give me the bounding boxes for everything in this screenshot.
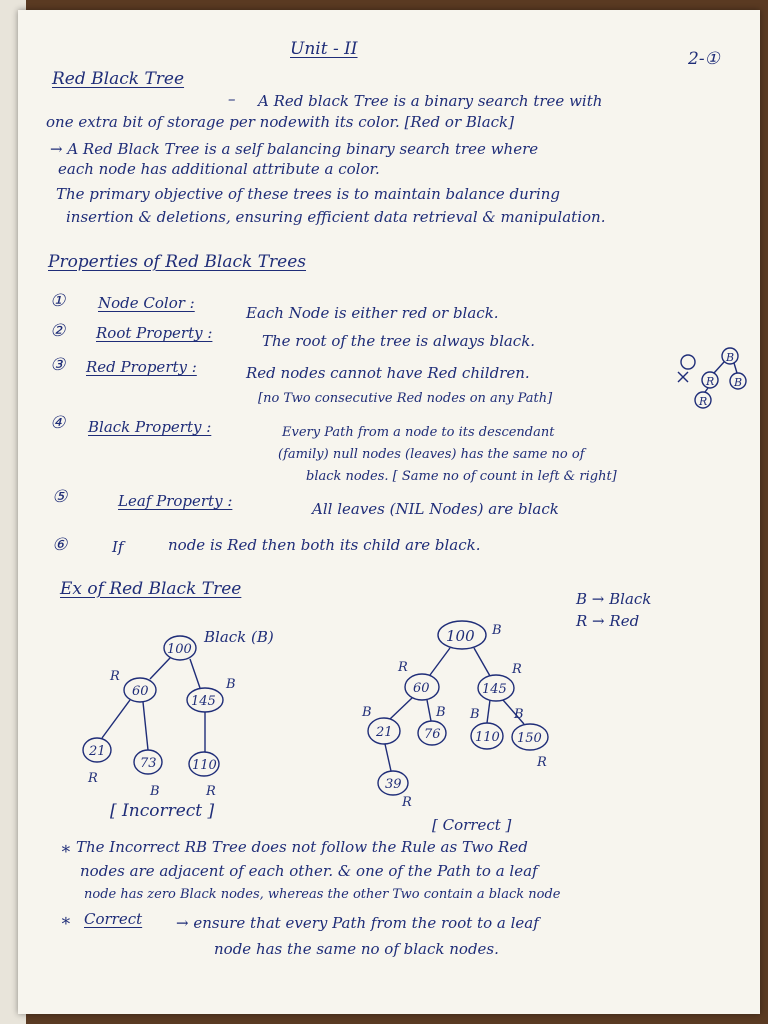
prop-6-text: node is Red then both its child are black. [168,536,481,554]
prop-6-number: ⑥ [52,535,68,555]
properties-heading: Properties of Red Black Trees [48,252,307,272]
inc-color-60: R [110,669,120,684]
cor-node-76: 76 [424,727,441,742]
cor-color-100: B [492,623,502,638]
prop-1-number: ① [50,291,66,311]
note-star-2: ∗ [60,911,72,931]
prop-1-text: Each Node is either red or black. [246,304,499,322]
inc-node-73: 73 [140,756,157,771]
inc-color-110: R [206,784,216,799]
note-line-5: node has the same no of black nodes. [214,940,499,958]
sketch-label-r1: R [706,375,715,388]
intro-line-4: each node has additional attribute a color. [58,160,380,178]
cor-node-39: 39 [385,777,402,792]
cor-node-100: 100 [446,627,475,645]
dash: – [228,90,236,108]
section-title-red-black-tree: Red Black Tree [52,69,185,89]
cor-color-39: R [402,795,412,810]
prop-4-text-3: black nodes. [ Same no of count in left & right] [306,469,617,484]
unit-title: Unit - II [290,39,358,59]
inc-node-60: 60 [132,684,149,699]
legend-black: B → Black [576,590,652,608]
sketch-label-b2: B [734,376,743,389]
prop-3-text-2: [no Two consecutive Red nodes on any Path] [258,391,553,406]
cor-node-150: 150 [517,731,542,746]
prop-5-name: Leaf Property : [118,492,233,510]
prop-6-name: If [112,538,124,556]
cor-color-76: B [436,705,446,720]
inc-node-100: 100 [167,642,192,657]
sketch-label-b1: B [726,351,735,364]
cor-node-145: 145 [482,682,507,697]
legend-red: R → Red [576,612,640,630]
note-correct-label: Correct [84,910,143,928]
note-star-1: ∗ [60,839,72,859]
note-line-3: node has zero Black nodes, whereas the other Two contain a black node [84,887,561,902]
intro-line-6: insertion & deletions, ensuring efficient data retrieval & manipulation. [66,208,606,226]
inc-color-73: B [150,784,160,799]
prop-2-number: ② [50,321,66,341]
prop-4-number: ④ [50,413,66,433]
cor-node-60: 60 [413,681,430,696]
prop-4-text-2: (family) null nodes (leaves) has the same no of [278,447,585,462]
prop-3-text: Red nodes cannot have Red children. [246,364,530,382]
prop-2-name: Root Property : [96,324,213,342]
cor-node-21: 21 [376,725,393,740]
prop-2-text: The root of the tree is always black. [262,332,536,350]
cor-color-110: B [470,707,480,722]
cor-node-110: 110 [475,730,500,745]
example-heading: Ex of Red Black Tree [60,579,242,599]
prop-4-text: Every Path from a node to its descendant [282,425,555,440]
correct-caption: [ Correct ] [432,816,512,834]
cor-color-21: B [362,705,372,720]
page-number: 2-① [688,49,720,69]
prop-3-number: ③ [50,355,66,375]
note-line-4: → ensure that every Path from the root to a leaf [176,914,539,932]
sketch-label-r2: R [699,395,708,408]
inc-node-145: 145 [191,694,216,709]
intro-line-3: → A Red Black Tree is a self balancing binary search tree where [50,140,539,158]
prop-5-text: All leaves (NIL Nodes) are black [312,500,559,518]
intro-line-5: The primary objective of these trees is to maintain balance during [56,185,561,203]
intro-line-1: A Red black Tree is a binary search tree with [258,92,603,110]
incorrect-root-label: Black (B) [204,628,274,646]
prop-1-name: Node Color : [98,294,195,312]
prop-4-name: Black Property : [88,418,212,436]
inc-node-110: 110 [192,758,217,773]
note-line-2: nodes are adjacent of each other. & one of the Path to a leaf [80,862,538,880]
cor-color-145: R [512,662,522,677]
inc-color-21: R [88,771,98,786]
inc-color-145: B [226,677,236,692]
inc-node-21: 21 [89,744,106,759]
prop-3-name: Red Property : [86,358,197,376]
incorrect-caption: [ Incorrect ] [110,801,215,821]
cor-color-150: B [514,707,524,722]
note-line-1: The Incorrect RB Tree does not follow the Rule as Two Red [76,838,528,856]
sketch-node-red-top [681,355,695,369]
cor-color-60: R [398,660,408,675]
cor-color-150-r: R [537,755,547,770]
intro-line-2: one extra bit of storage per nodewith its color. [Red or Black] [46,113,515,131]
prop-5-number: ⑤ [52,487,68,507]
